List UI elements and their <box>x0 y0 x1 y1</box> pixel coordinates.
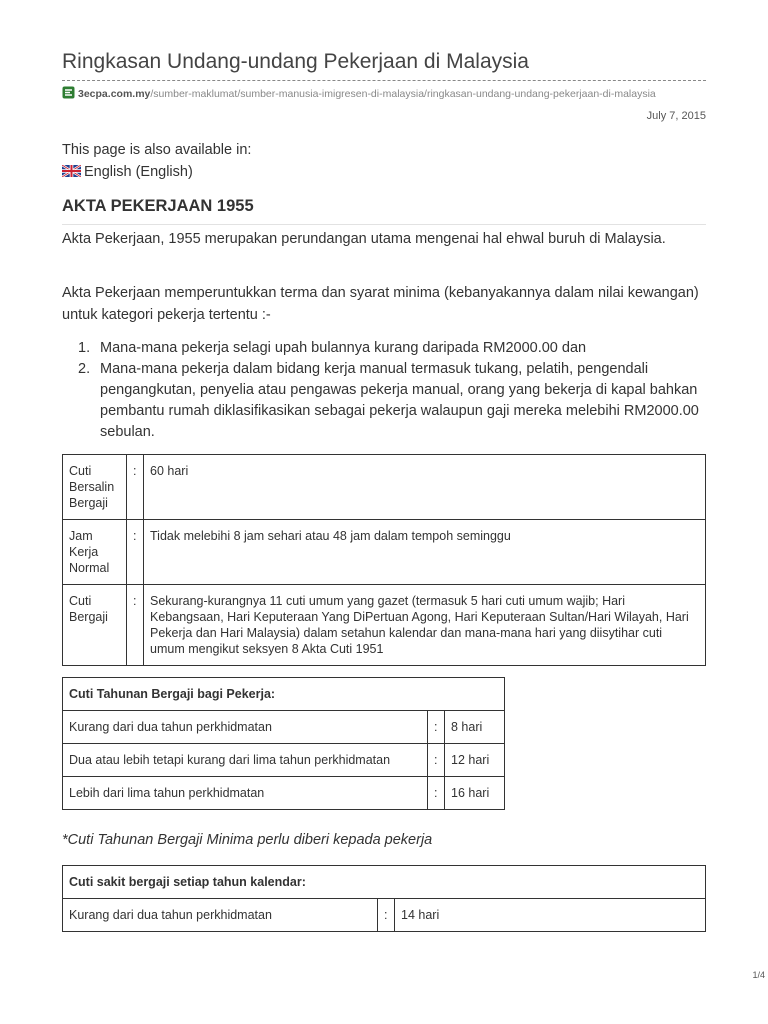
scope-paragraph: Akta Pekerjaan memperuntukkan terma dan syarat minima (kebanyakannya dalam nilai kewangan) untuk kategori pekerja tertentu :- <box>62 285 699 323</box>
table-header: Cuti Tahunan Bergaji bagi Pekerja: <box>63 678 505 711</box>
table-row <box>63 711 505 744</box>
table-row <box>63 585 706 666</box>
row-label: Jam Kerja Normal <box>63 520 127 585</box>
language-availability <box>62 139 251 183</box>
language-link-label[interactable]: English (English) <box>84 164 193 180</box>
row-value: Sekurang-kurangnya 11 cuti umum yang gazet (termasuk 5 hari cuti umum wajib; Hari Kebangsaan, Hari Keputeraan Yang DiPertuan Agong, Hari Keputeraan Sultan/Hari Wilayah, Hari Pekerja dan Hari Malaysia) dalam setahun kalendar dan mana-mana hari yang diisytihar cuti umum mengikut seksyen 8 Akta Cuti 1951 <box>144 585 706 666</box>
intro-paragraph: Akta Pekerjaan, 1955 merupakan perundangan utama mengenai hal ehwal buruh di Malaysia. <box>62 231 666 247</box>
row-value: Tidak melebihi 8 jam sehari atau 48 jam dalam tempoh seminggu <box>144 520 706 585</box>
source-url-line[interactable] <box>62 86 706 101</box>
table-row <box>63 455 706 520</box>
table-header: Cuti sakit bergaji setiap tahun kalendar: <box>63 866 706 899</box>
list-text: Mana-mana pekerja dalam bidang kerja manual termasuk tukang, pelatih, pengendali pengangkutan, penyelia atau pengawas pekerja manual, orang yang bekerja di kapal bahkan pembantu rumah diklasifikasikan sebagai pekerja walaupun gaji mereka melebihi RM2000.00 sebulan. <box>100 361 699 440</box>
source-path[interactable]: /sumber-maklumat/sumber-manusia-imigresen-di-malaysia/ringkasan-undang-undang-pekerjaan-di-malaysia <box>150 88 656 100</box>
table-header-row <box>63 678 505 711</box>
language-link-english[interactable] <box>62 161 251 183</box>
section-heading: AKTA PEKERJAAN 1955 <box>62 197 706 225</box>
table-row <box>63 777 505 810</box>
row-separator: : <box>127 585 144 666</box>
table-row <box>63 520 706 585</box>
benefits-table <box>62 454 706 666</box>
annual-leave-note: *Cuti Tahunan Bergaji Minima perlu diberi kepada pekerja <box>62 832 433 848</box>
site-logo-icon <box>62 86 75 99</box>
row-label: Cuti Bersalin Bergaji <box>63 455 127 520</box>
sick-leave-table <box>62 865 706 932</box>
list-number: 1. <box>78 340 91 356</box>
list-item <box>62 359 706 443</box>
row-separator: : <box>127 455 144 520</box>
row-label: Lebih dari lima tahun perkhidmatan <box>63 777 428 810</box>
uk-flag-icon <box>62 165 81 177</box>
list-number: 2. <box>78 361 91 377</box>
table-row <box>63 899 706 932</box>
row-label: Cuti Bergaji <box>63 585 127 666</box>
availability-label: This page is also available in: <box>62 142 252 158</box>
source-domain[interactable]: 3ecpa.com.my <box>78 88 151 100</box>
publish-date: July 7, 2015 <box>646 110 706 122</box>
row-label: Dua atau lebih tetapi kurang dari lima tahun perkhidmatan <box>63 744 428 777</box>
list-item <box>62 338 706 359</box>
row-value: 8 hari <box>445 711 505 744</box>
row-label: Kurang dari dua tahun perkhidmatan <box>63 899 378 932</box>
annual-leave-table <box>62 677 505 810</box>
row-value: 12 hari <box>445 744 505 777</box>
row-separator: : <box>378 899 395 932</box>
table-row <box>63 744 505 777</box>
row-value: 16 hari <box>445 777 505 810</box>
row-separator: : <box>127 520 144 585</box>
list-text: Mana-mana pekerja selagi upah bulannya kurang daripada RM2000.00 dan <box>100 340 587 356</box>
row-value: 14 hari <box>395 899 706 932</box>
row-separator: : <box>428 744 445 777</box>
row-separator: : <box>428 777 445 810</box>
row-label: Kurang dari dua tahun perkhidmatan <box>63 711 428 744</box>
page-number: 1/4 <box>752 970 765 980</box>
table-header-row <box>63 866 706 899</box>
row-value: 60 hari <box>144 455 706 520</box>
employee-category-list <box>62 338 706 443</box>
row-separator: : <box>428 711 445 744</box>
title-divider <box>62 80 706 81</box>
page-title: Ringkasan Undang-undang Pekerjaan di Malaysia <box>62 50 529 73</box>
